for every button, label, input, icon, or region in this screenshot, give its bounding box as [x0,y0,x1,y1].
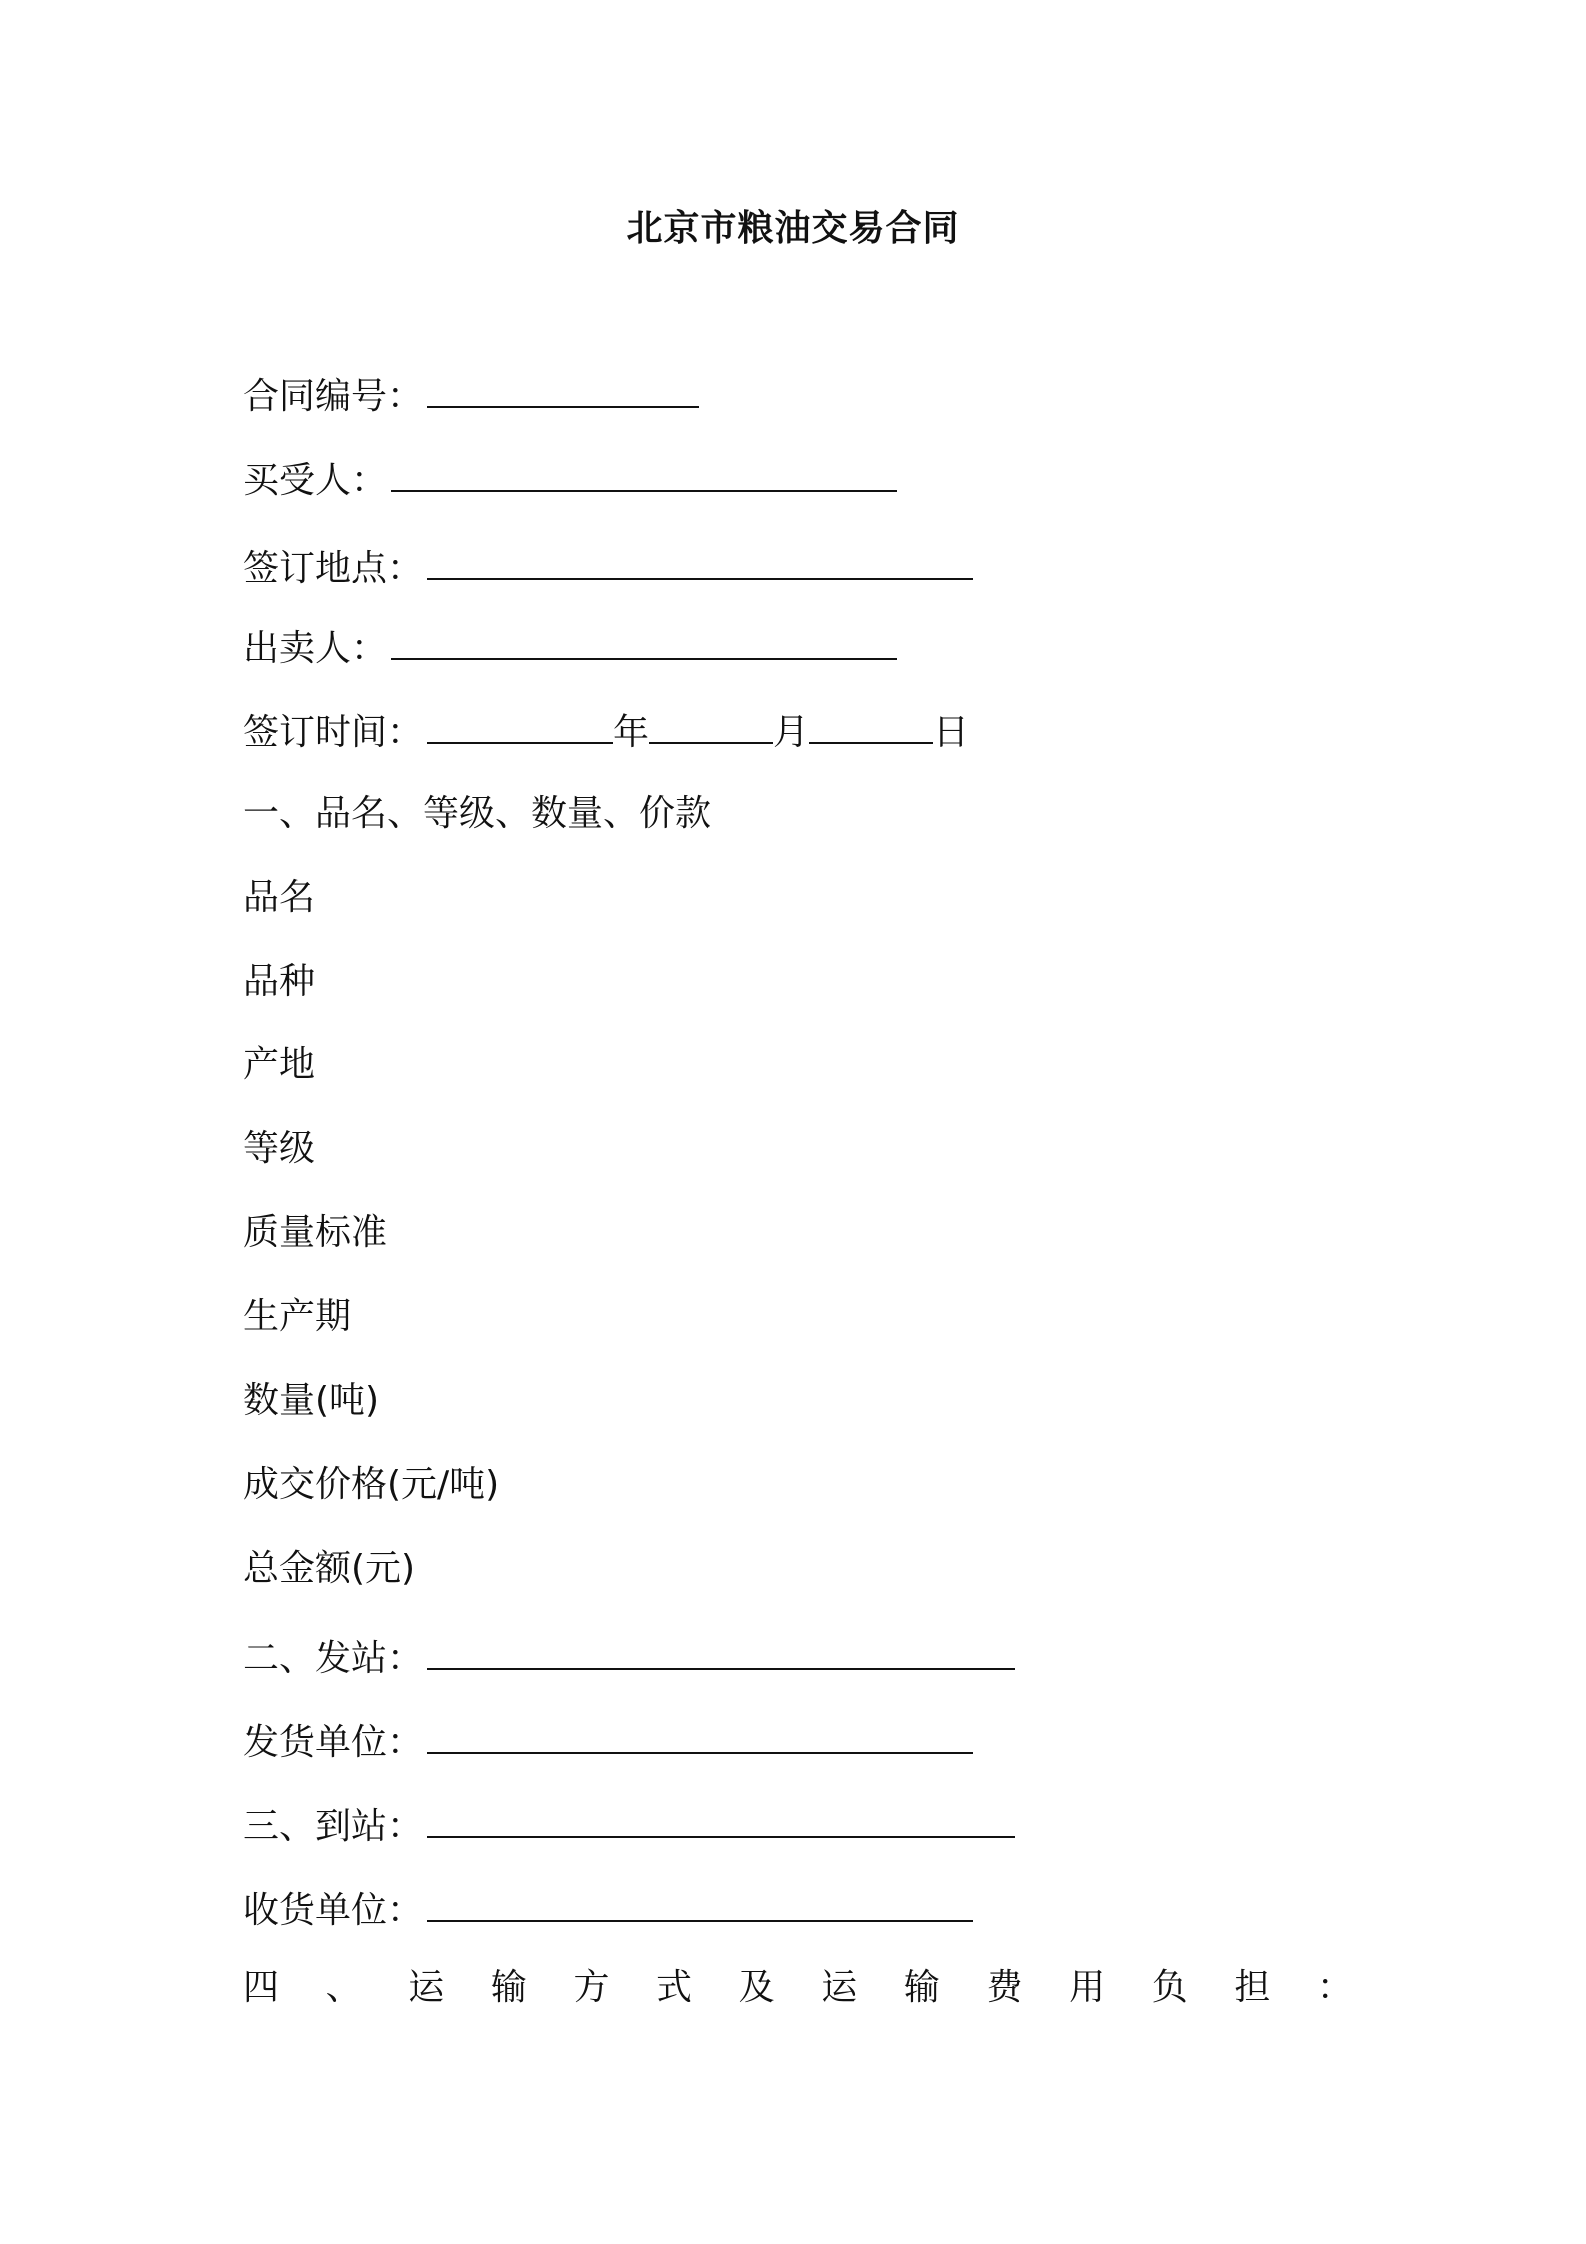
buyer-blank[interactable] [391,454,897,492]
year-label: 年 [613,712,650,753]
consignee-blank[interactable] [427,1884,973,1922]
item-total-amount: 总金额(元) [243,1548,416,1589]
departure-station-blank[interactable] [427,1632,1015,1670]
contract-number-label: 合同编号： [243,376,424,417]
arrival-station-label: 三、到站： [243,1806,424,1847]
departure-station-label: 二、发站： [243,1638,424,1679]
section4-char: 负 [1151,1967,1188,2008]
section4-char: 费 [986,1967,1023,2008]
seller-blank[interactable] [391,622,897,660]
departure-station-row [243,1632,1015,1683]
sign-time-row [243,706,969,757]
month-label: 月 [773,712,810,753]
buyer-row [243,454,897,505]
item-origin: 产地 [243,1044,316,1085]
consignee-row [243,1884,973,1935]
consignee-label: 收货单位： [243,1890,424,1931]
seller-label: 出卖人： [243,628,388,669]
section4-heading [243,1964,1353,2012]
sign-place-row [243,542,973,593]
section4-char: 式 [656,1967,693,2008]
sign-time-label: 签订时间： [243,712,424,753]
item-quality-standard: 质量标准 [243,1212,388,1253]
contract-number-blank[interactable] [427,370,699,408]
sign-place-blank[interactable] [427,542,973,580]
section4-char: ： [1316,1967,1353,2008]
section4-char: 及 [738,1967,775,2008]
item-product-name: 品名 [243,877,316,918]
item-grade: 等级 [243,1128,316,1169]
section4-char: 、 [325,1967,362,2008]
section4-char: 运 [821,1967,858,2008]
shipper-blank[interactable] [427,1716,973,1754]
section4-char: 四 [243,1967,280,2008]
item-quantity: 数量(吨) [243,1380,380,1421]
section4-char: 输 [490,1967,527,2008]
document-title: 北京市粮油交易合同 [626,208,960,249]
sign-day-blank[interactable] [809,706,933,744]
section4-char: 方 [573,1967,610,2008]
sign-year-blank[interactable] [427,706,613,744]
section4-char: 担 [1234,1967,1271,2008]
shipper-label: 发货单位： [243,1722,424,1763]
item-variety: 品种 [243,961,316,1002]
sign-place-label: 签订地点： [243,548,424,589]
contract-number-row [243,370,699,421]
section4-char: 输 [903,1967,940,2008]
day-label: 日 [933,712,970,753]
item-unit-price: 成交价格(元/吨) [243,1464,500,1505]
arrival-station-row [243,1800,1015,1851]
item-production-period: 生产期 [243,1296,352,1337]
arrival-station-blank[interactable] [427,1800,1015,1838]
section4-char: 用 [1069,1967,1106,2008]
section1-heading: 一、品名、等级、数量、价款 [243,793,712,834]
buyer-label: 买受人： [243,460,388,501]
shipper-row [243,1716,973,1767]
sign-month-blank[interactable] [649,706,773,744]
section4-char: 运 [408,1967,445,2008]
seller-row [243,622,897,673]
